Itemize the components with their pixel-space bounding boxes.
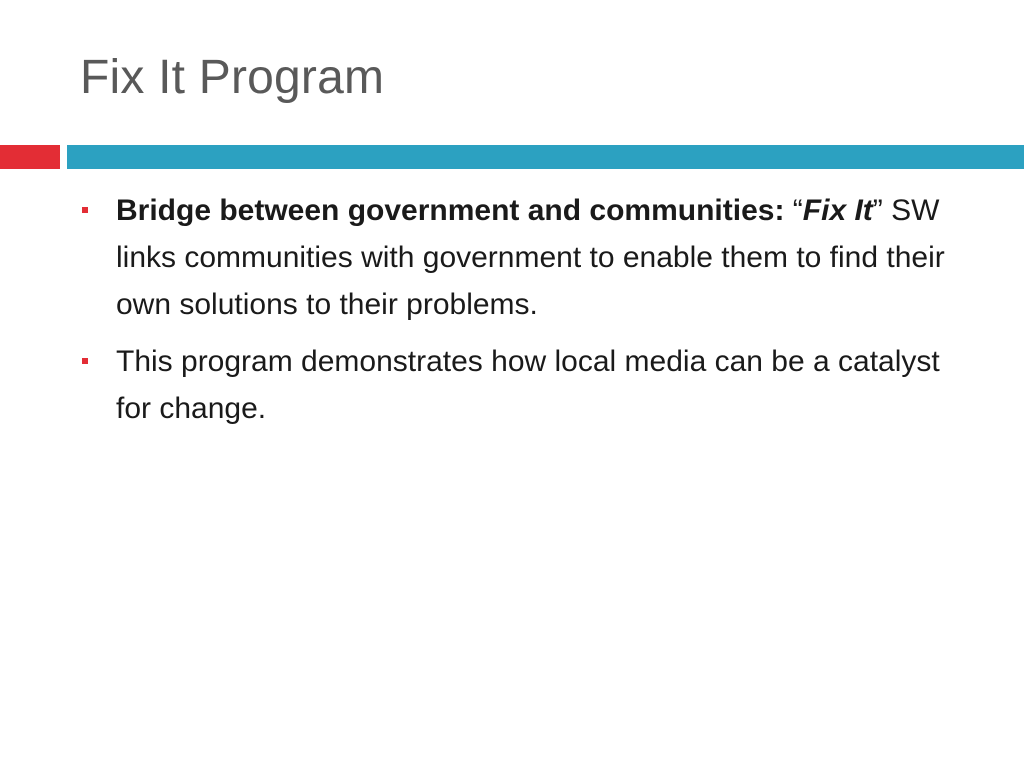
bullet-square-icon bbox=[82, 207, 88, 213]
bullet-lead-text: Bridge between government and communities: bbox=[116, 194, 793, 227]
bullet-square-icon bbox=[82, 358, 88, 364]
bullet-item-catalyst bbox=[78, 338, 978, 432]
close-quote: ” bbox=[872, 194, 883, 227]
bullet-body-text: This program demonstrates how local media can be a catalyst for change. bbox=[116, 345, 940, 425]
accent-bar-red bbox=[0, 145, 60, 169]
open-quote: “ bbox=[792, 194, 803, 227]
bullet-body-text: SW links communities with government to enable them to find their own solutions to their problems. bbox=[116, 194, 945, 321]
bullet-item-bridge bbox=[78, 187, 978, 328]
bullet-list bbox=[78, 187, 978, 442]
slide-title: Fix It Program bbox=[80, 51, 385, 104]
accent-bar-blue bbox=[67, 145, 1024, 169]
program-name-emphasis: Fix It bbox=[802, 194, 873, 227]
